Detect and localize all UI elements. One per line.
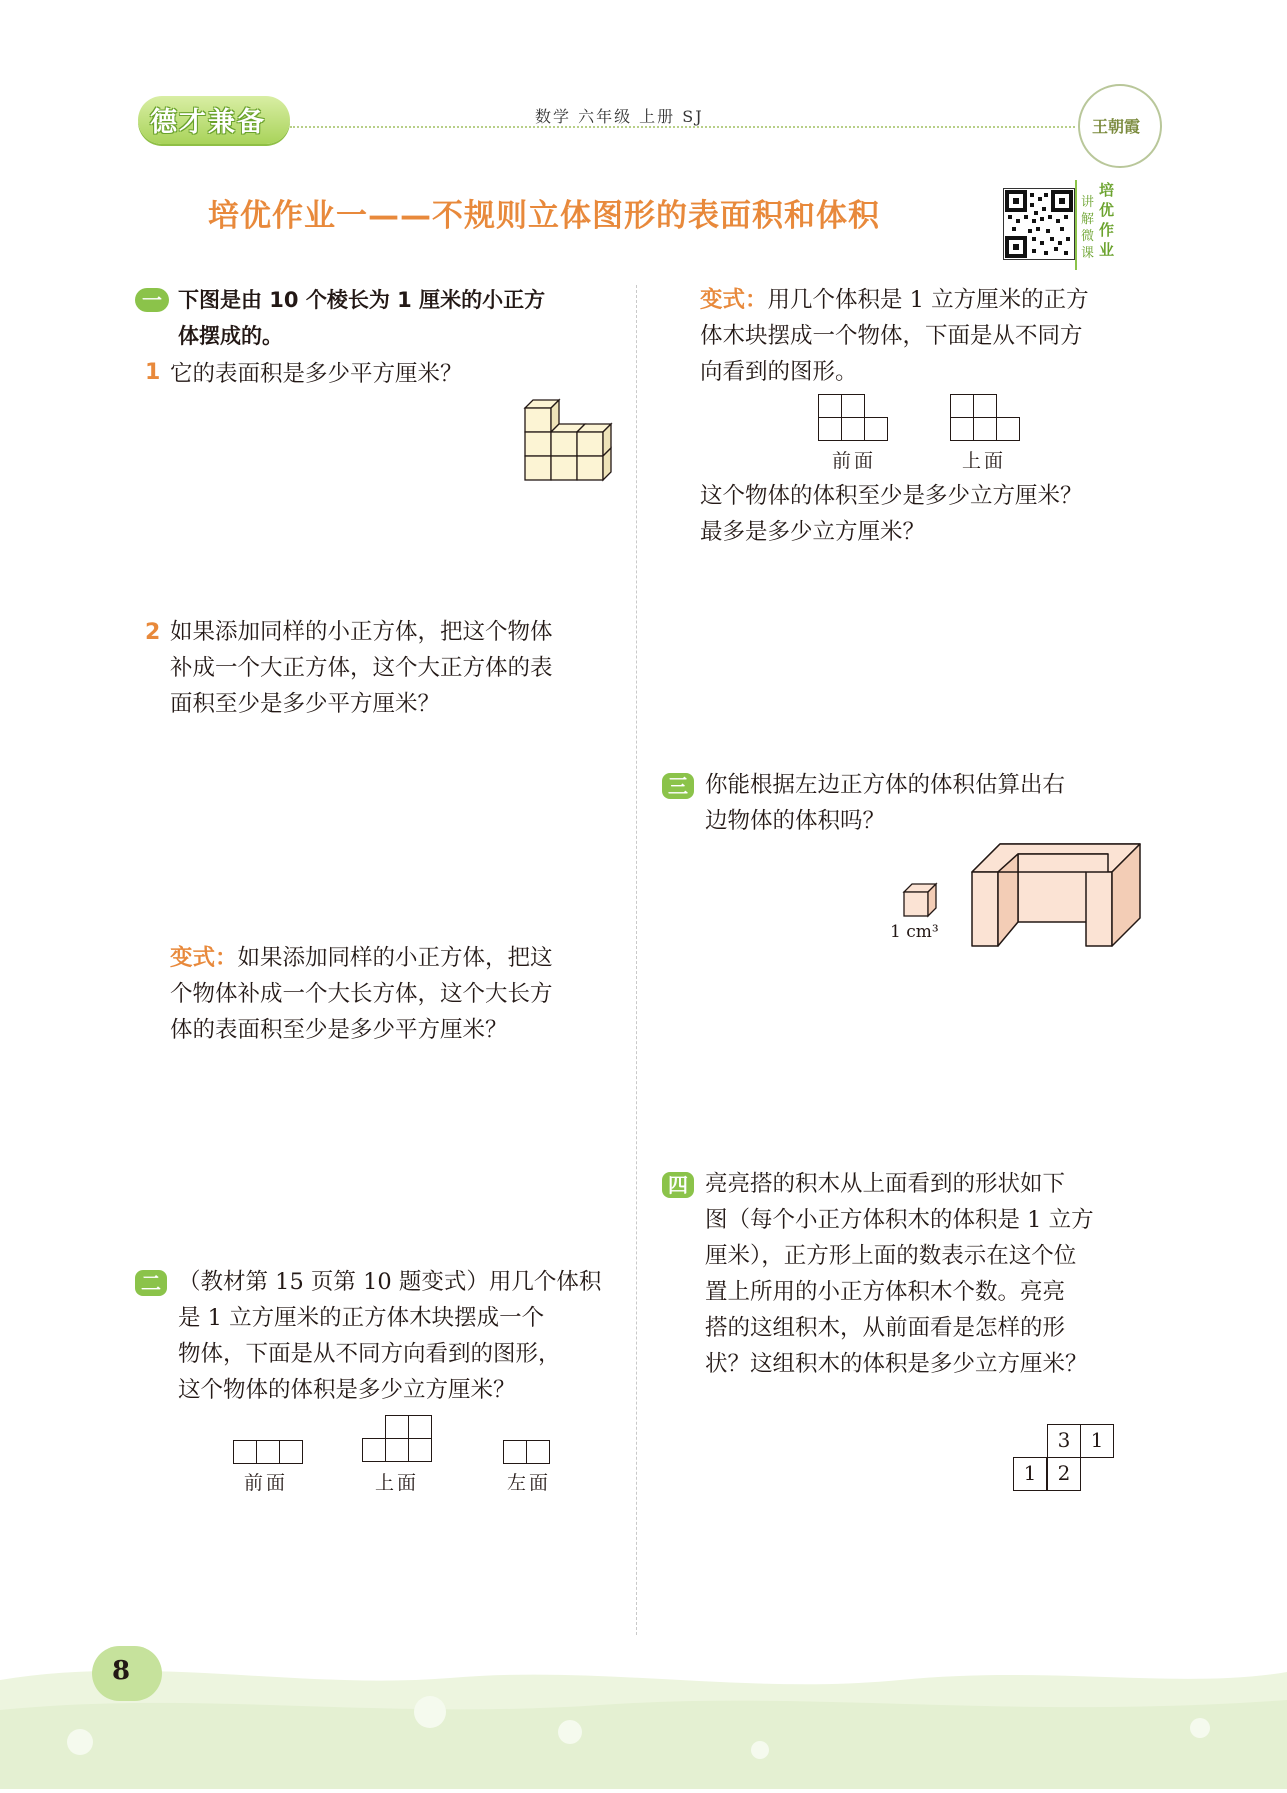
section2-line4: 这个物体的体积是多少立方厘米？ (178, 1377, 516, 1403)
question-1-text: 它的表面积是多少平方厘米？ (170, 361, 463, 387)
unit-cube-label: 1 cm³ (890, 922, 939, 942)
bottom-decoration (0, 1650, 1287, 1789)
section1-intro-line2: 体摆成的。 (178, 324, 283, 348)
right-variant-top-label: 上面 (962, 450, 1007, 472)
header-subject-info: 数学 六年级 上册 SJ (535, 107, 704, 126)
right-variant-top-view (950, 394, 1022, 442)
section4-text (705, 1166, 1155, 1382)
section2-top-label: 上面 (375, 1472, 420, 1494)
right-variant-line3: 向看到的图形。 (700, 359, 858, 385)
column-divider (636, 285, 637, 1635)
section2-line2: 是 1 立方厘米的正方体木块摆成一个 (178, 1305, 545, 1331)
cube-stack-figure (515, 398, 615, 493)
right-variant (700, 282, 1150, 390)
question-2-line3: 面积至少是多少平方厘米？ (170, 691, 441, 717)
section4-line4: 置上所用的小正方体积木个数。亮亮 (705, 1279, 1066, 1305)
qr-side-line1: 培优作业 (1099, 181, 1115, 259)
u-shaped-object-figure (968, 842, 1143, 950)
grid-cell-bottom-left: 1 (1013, 1457, 1047, 1491)
section2-line3: 物体，下面是从不同方向看到的图形， (178, 1341, 561, 1367)
section1-variant-line2: 个物体补成一个大长方体，这个大长方 (170, 981, 553, 1007)
question-number-1: 1 (145, 360, 161, 385)
section-marker-4: 四 (662, 1172, 694, 1198)
question-number-2: 2 (145, 620, 161, 645)
question-2-text (170, 614, 630, 722)
grid-cell-top-right: 1 (1080, 1424, 1114, 1458)
section1-intro-line1: 下图是由 10 个棱长为 1 厘米的小正方 (178, 288, 546, 312)
section2-line1: （教材第 15 页第 10 题变式）用几个体积 (178, 1269, 602, 1295)
qr-code-icon[interactable] (1003, 188, 1075, 260)
section2-front-view (233, 1416, 305, 1464)
section4-line3: 厘米），正方形上面的数表示在这个位 (705, 1243, 1077, 1269)
section1-variant (170, 940, 630, 1048)
variant-label: 变式： (170, 945, 238, 971)
section2-left-label: 左面 (507, 1472, 552, 1494)
top-view-number-grid (1013, 1424, 1117, 1494)
right-variant-line1: 用几个体积是 1 立方厘米的正方 (767, 287, 1089, 313)
right-variant-question (700, 478, 1160, 550)
section3-text (705, 767, 1155, 839)
qr-side-line2: 讲解微课 (1081, 195, 1095, 261)
section-marker-3: 三 (662, 773, 694, 799)
section1-variant-line3: 体的表面积至少是多少平方厘米？ (170, 1017, 508, 1043)
page-number: 8 (112, 1656, 131, 1686)
section2-text (178, 1264, 628, 1408)
right-variant-q-line1: 这个物体的体积至少是多少立方厘米？ (700, 483, 1083, 509)
right-variant-label: 变式： (700, 287, 768, 313)
right-variant-q-line2: 最多是多少立方厘米？ (700, 519, 926, 545)
section3-line2: 边物体的体积吗？ (705, 808, 886, 834)
section4-line5: 搭的这组积木，从前面看是怎样的形 (705, 1315, 1066, 1341)
section2-front-label: 前面 (244, 1472, 289, 1494)
right-variant-front-view (818, 394, 890, 442)
unit-cube-figure (900, 882, 940, 918)
question-2-line1: 如果添加同样的小正方体，把这个物体 (170, 619, 553, 645)
qr-side-label (1075, 180, 1122, 270)
section2-top-view (362, 1415, 434, 1463)
question-2-line2: 补成一个大正方体，这个大正方体的表 (170, 655, 553, 681)
section2-left-view (503, 1416, 551, 1464)
right-variant-line2: 体木块摆成一个物体，下面是从不同方 (700, 323, 1083, 349)
grid-cell-bottom-right: 2 (1047, 1457, 1081, 1491)
logo-text: 德才兼备 (150, 107, 266, 138)
section-marker-1: 一 (135, 288, 169, 312)
section3-line1: 你能根据左边正方体的体积估算出右 (705, 772, 1066, 798)
right-variant-front-label: 前面 (832, 450, 877, 472)
grid-cell-top-left: 3 (1047, 1424, 1081, 1458)
publisher-seal-text: 王朝霞 (1092, 117, 1141, 136)
section4-line6: 状？这组积木的体积是多少立方厘米？ (705, 1351, 1088, 1377)
section4-line2: 图（每个小正方体积木的体积是 1 立方 (705, 1207, 1094, 1233)
section4-line1: 亮亮搭的积木从上面看到的形状如下 (705, 1171, 1066, 1197)
section-marker-2: 二 (135, 1270, 167, 1296)
page-title: 培优作业一——不规则立体图形的表面积和体积 (208, 198, 880, 234)
section1-variant-line1: 如果添加同样的小正方体，把这 (237, 945, 553, 971)
section1-intro (178, 282, 623, 354)
